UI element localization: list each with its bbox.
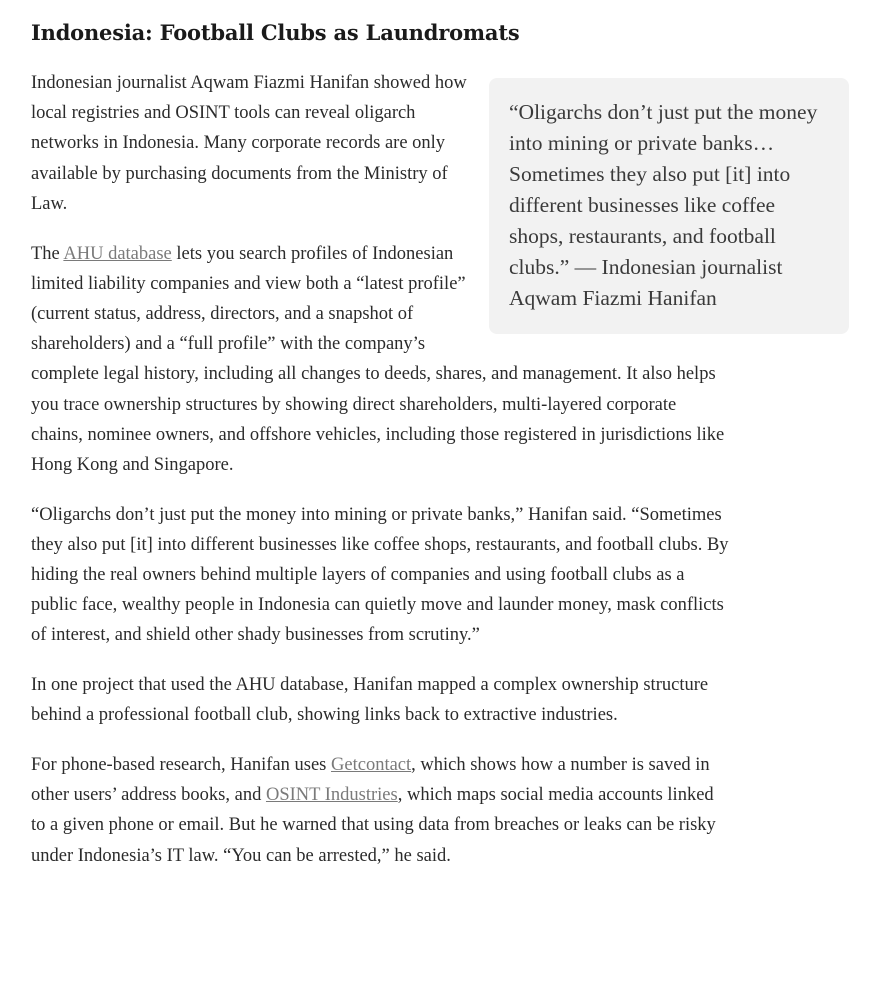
article	[31, 18, 818, 890]
paragraph-phone-text-end: , which maps social media accounts linked to a given phone or email. But he warned that using data from breaches or leaks can be risky under Indonesia’s IT law. “You can be arrested,” he said.	[31, 785, 716, 866]
ahu-database-link[interactable]: AHU database	[63, 243, 172, 264]
paragraph-project: In one project that used the AHU database, Hanifan mapped a complex ownership structure behind a professional football club, showing links back to extractive industries.	[31, 675, 709, 726]
paragraph-phone-research	[31, 750, 731, 871]
paragraph-phone-text-middle: , which shows how a number is saved in other users’ address books, and	[31, 755, 710, 806]
paragraph-ahu-text-start: The	[31, 243, 64, 264]
pull-quote: “Oligarchs don’t just put the money into mining or private banks… Sometimes they also put [it] into different businesses like coffee shops, restaurants, and football clubs.” — Indonesian journalist Aqwam Fiazmi Hanifan	[489, 78, 849, 334]
osint-industries-link[interactable]: OSINT Industries	[265, 785, 398, 806]
paragraph-ahu-text-end: lets you search profiles of Indonesian limited liability companies and view both a “latest profile” (current status, address, directors, and a snapshot of shareholders) and a “full profile” with the company’s complete legal history, including all changes to deeds, shares, and management. It also helps you trace ownership structures by showing direct shareholders, multi-layered corporate chains, nominee owners, and offshore vehicles, including those registered in jurisdictions like Hong Kong and Singapore.	[31, 243, 725, 475]
article-heading: Indonesia: Football Clubs as Laundromats	[31, 20, 520, 45]
paragraph-quote: “Oligarchs don’t just put the money into mining or private banks,” Hanifan said. “Sometimes they also put [it] into different businesses like coffee shops, restaurants, and football clubs. By hiding the real owners behind multiple layers of companies and using football clubs as a public face, wealthy people in Indonesia can quietly move and launder money, mask conflicts of interest, and shield other shady businesses from scrutiny.”	[31, 504, 729, 646]
getcontact-link[interactable]: Getcontact	[331, 755, 412, 776]
paragraph-intro: Indonesian journalist Aqwam Fiazmi Hanifan showed how local registries and OSINT tools can reveal oligarch networks in Indonesia. Many corporate records are only available by purchasing documents from the Ministry of Law.	[31, 73, 467, 214]
paragraph-phone-text-start: For phone-based research, Hanifan uses	[31, 755, 332, 776]
